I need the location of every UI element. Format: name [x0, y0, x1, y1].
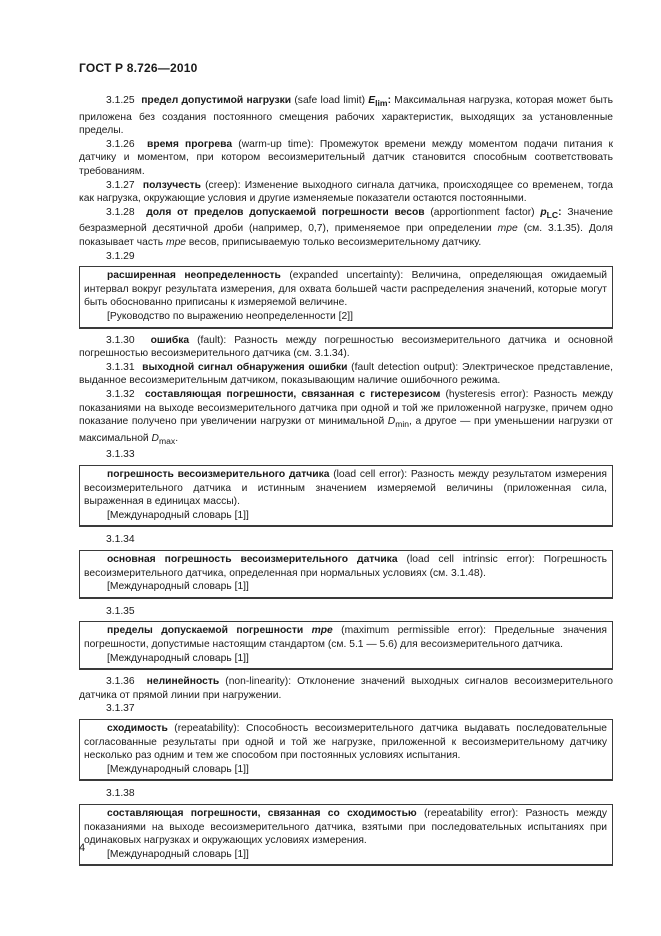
clause-number: 3.1.35	[106, 605, 135, 617]
term: ошибка	[150, 334, 190, 346]
page-content	[79, 94, 613, 871]
term: сходимость	[107, 722, 168, 734]
clause-3-1-25: 3.1.25 предел допустимой нагрузки (safe load limit) $E_{lim}$: Максимальная нагрузка, которая может быть приложена без создания постоянного смещения рабочих характеристик, выходящих за установленные пределы.	[79, 95, 613, 137]
source-reference: [Международный словарь [1]]	[107, 581, 249, 593]
clause-number: 3.1.29	[106, 250, 135, 262]
term-box-3-1-29: расширенная неопределенность (expanded uncertainty): Величина, определяющая ожидаемый интервал вокруг результата измерения, для охвата большей части распределения значений, которые могут быть обоснованно приписаны к измеряемой величине. [Руководство по выражению неопределенности [2]]	[79, 266, 613, 328]
term-box-3-1-33: погрешность весоизмерительного датчика (load cell error): Разность между результатом измерения весоизмерительного датчика и истинным значением измеряемой величины (приложенная сила, выраженная в единицах массы). [Международный словарь [1]]	[79, 465, 613, 527]
term-box-3-1-35: пределы допускаемой погрешности mpe (maximum permissible error): Предельные значения погрешности, допустимые настоящим стандартом (см. 5.1 — 5.6) для весоизмерительного датчика. [Международный словарь [1]]	[79, 621, 613, 670]
term-box-3-1-38: составляющая погрешности, связанная со сходимостью (repeatability error): Разность между показаниями на выходе весоизмерительного датчика, взятыми при последовательных испытаниях при одинаковых нагрузках и окружающих условиях измерения. [Международный словарь [1]]	[79, 804, 613, 866]
clause-number: 3.1.34	[106, 534, 135, 546]
page-number: 4	[79, 842, 86, 854]
term-box-3-1-37: сходимость (repeatability): Способность весоизмерительного датчика выдавать последовательные согласованные результаты при одной и той же нагрузке, приложенной к весоизмерительному датчику несколько раз одним и тем же способом при постоянных условиях испытания. [Международный словарь [1]]	[79, 719, 613, 781]
term: погрешность весоизмерительного датчика	[107, 469, 330, 481]
term: доля от пределов допускаемой погрешности весов	[146, 206, 425, 218]
term: предел допустимой нагрузки	[141, 95, 292, 106]
clause-3-1-28: 3.1.28 доля от пределов допускаемой погрешности весов (apportionment factor) $p_{LC}$: Значение безразмерной десятичной дроби (например, 0,7), применяемое при определении mpe (см. 3.1.35). Доля показывает часть mpe весов, приписываемую только весоизмерительному датчику.	[79, 206, 613, 249]
term: выходной сигнал обнаружения ошибки	[142, 361, 348, 373]
term: пределы допускаемой погрешности mpe	[107, 625, 333, 637]
source-reference: [Международный словарь [1]]	[107, 652, 249, 664]
clause-number: 3.1.33	[106, 449, 135, 461]
clause-3-1-31: 3.1.31 выходной сигнал обнаружения ошибки (fault detection output): Электрическое представление, выданное весоизмерительным датчиком, показывающим наличие ошибочного режима.	[79, 361, 613, 387]
clause-number: 3.1.37	[106, 703, 135, 715]
source-reference: [Руководство по выражению неопределенности [2]]	[107, 311, 353, 322]
clause-3-1-30: 3.1.30 ошибка (fault): Разность между погрешностью весоизмерительного датчика и основной погрешностью весоизмерительного датчика (см. 3.1.34).	[79, 334, 613, 360]
term: время прогрева	[147, 138, 233, 150]
clause-3-1-27: 3.1.27 ползучесть (creep): Изменение выходного сигнала датчика, происходящее со временем, тогда как нагрузка, окружающие условия и другие изменяемые показатели остаются постоянными.	[79, 179, 613, 205]
term: расширенная неопределенность	[107, 270, 281, 282]
clause-3-1-36: 3.1.36 нелинейность (non-linearity): Отклонение значений выходных сигналов весоизмерительного датчика от прямой линии при нагружении.	[79, 676, 613, 701]
document-header: ГОСТ Р 8.726—2010	[79, 61, 198, 75]
term-box-3-1-34: основная погрешность весоизмерительного датчика (load cell intrinsic error): Погрешность весоизмерительного датчика, определенная при нормальных условиях (см. 3.1.48). [Международный словарь [1]]	[79, 550, 613, 599]
clause-3-1-32: 3.1.32 составляющая погрешности, связанная с гистерезисом (hysteresis error): Разность между показаниями на выходе весоизмерительного датчика при одной и той же приложенной нагрузке, причем одно показание получено при увеличении нагрузки от минимальной $D_{min}$, а другое — при уменьшении нагрузки от максимальной $D_{max}$.	[79, 388, 613, 446]
clause-number: 3.1.38	[106, 788, 135, 800]
source-reference: [Международный словарь [1]]	[107, 763, 249, 775]
term: составляющая погрешности, связанная с гистерезисом	[144, 388, 441, 400]
term: нелинейность	[146, 676, 220, 688]
term: основная погрешность весоизмерительного датчика	[107, 554, 398, 565]
source-reference: [Международный словарь [1]]	[107, 848, 249, 860]
source-reference: [Международный словарь [1]]	[107, 509, 249, 521]
term: ползучесть	[142, 179, 201, 191]
term: составляющая погрешности, связанная со сходимостью	[107, 807, 417, 819]
clause-3-1-26: 3.1.26 время прогрева (warm-up time): Промежуток времени между моментом подачи питания к датчику и моментом, при котором весоизмерительный датчик становится способным соответствовать требованиям.	[79, 138, 613, 178]
